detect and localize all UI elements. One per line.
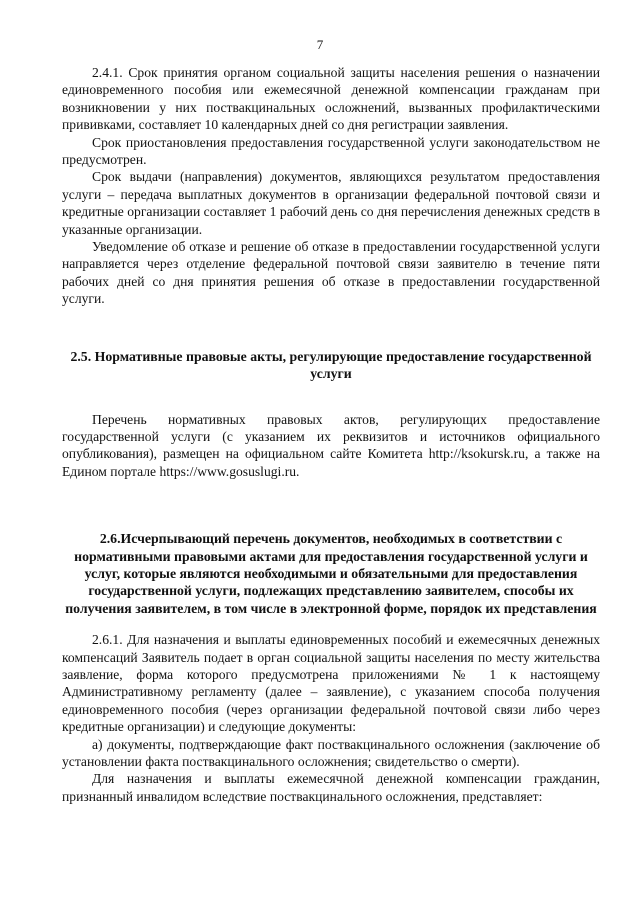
paragraph-issue-term: Срок выдачи (направления) документов, являющихся результатом предоставления услуги – передача выплатных документов в организации федеральной почтовой связи и кредитные организации составляет 1 рабочий день со дня перечисления денежных средств в указанные организации. [62,169,600,237]
page-number: 7 [316,37,324,52]
paragraph-monthly-compensation: Для назначения и выплаты ежемесячной денежной компенсации гражданин, признанный инвалидом вследствие поствакцинального осложнения, представляет: [62,771,600,804]
paragraph-refusal-notice: Уведомление об отказе и решение об отказе в предоставлении государственной услуги направляется через отделение федеральной почтовой связи заявителю в течение пяти рабочих дней со дня принятия решения об отказе в предоставлении государственной услуги. [62,239,600,307]
paragraph-2-6-1: 2.6.1. Для назначения и выплаты единовременных пособий и ежемесячных денежных компенсаций Заявитель подает в орган социальной защиты населения по месту жительства заявление, форма которого предусмотрена приложениями № 1 к настоящему Административному регламенту (далее – заявление), с указанием способа получения единовременного пособия (через организации федеральной почтовой связи либо через кредитные организации) и следующие документы: [62,632,600,735]
section-heading-2-5: 2.5. Нормативные правовые акты, регулирующие предоставление государственной услуги [70,348,592,382]
spacer [62,383,600,411]
spacer [62,617,600,631]
spacer [62,308,600,348]
paragraph-item-a: а) документы, подтверждающие факт поствакцинального осложнения (заключение об установлении факта поствакцинального осложнения; свидетельство о смерти). [62,736,600,769]
section-heading-2-6: 2.6.Исчерпывающий перечень документов, необходимых в соответствии с нормативными правовыми актами для предоставления государственной услуги и услуг, которые являются необходимыми и обязательными для предоставления государственной услуги, подлежащих представлению заявителем, способы их получения заявителем, в том числе в электронной форме, порядок их представления [65,531,597,616]
paragraph-suspension-term: Срок приостановления предоставления государственной услуги законодательством не предусмотрен. [62,134,600,168]
paragraph-legal-acts: Перечень нормативных правовых актов, регулирующих предоставление государственной услуги (с указанием их реквизитов и источников официального опубликования), размещен на официальном сайте Комитета http://ksokursk.ru, а также на Едином портале https://www.gosuslugi.ru. [62,411,600,479]
paragraph-2-4-1: 2.4.1. Срок принятия органом социальной защиты населения решения о назначении единовременного пособия или ежемесячной денежной компенсации гражданам при возникновении у них поствакцинальных осложнений, вызванных профилактическими прививками, составляет 10 календарных дней со дня регистрации заявления. [62,65,600,133]
spacer [62,480,600,530]
document-body [62,64,600,805]
